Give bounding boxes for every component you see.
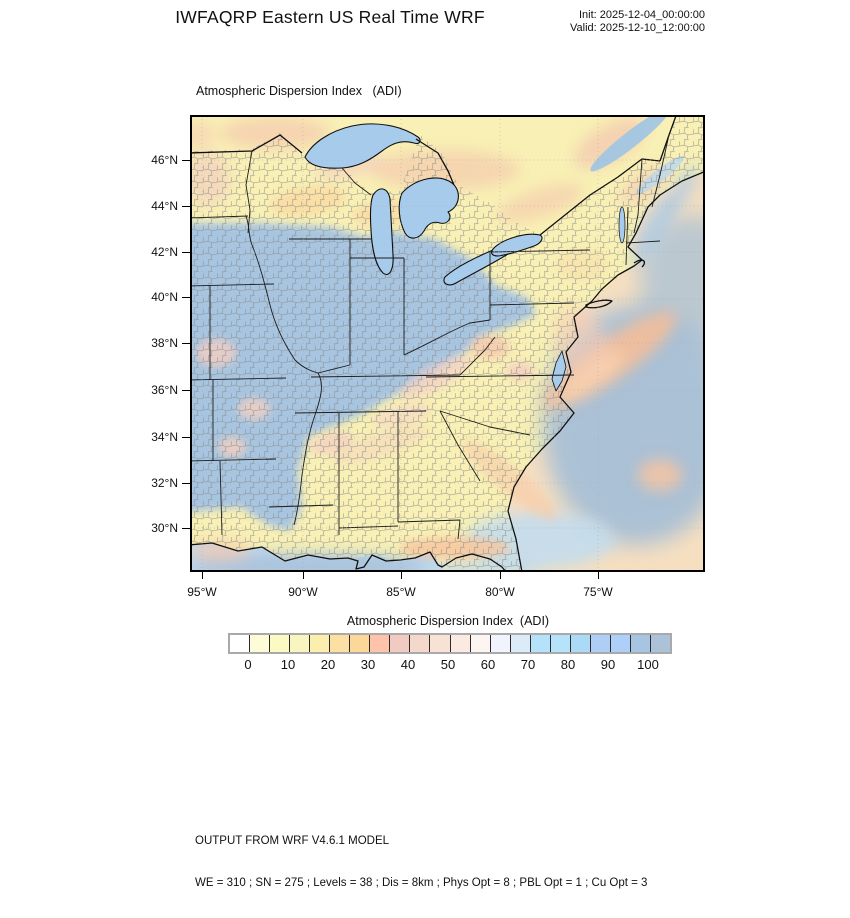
colorbar-cell (410, 635, 430, 652)
colorbar-value: 80 (560, 657, 576, 672)
colorbar-cell (631, 635, 651, 652)
colorbar-cell (511, 635, 531, 652)
lat-tick-label: 36°N (151, 383, 178, 397)
colorbar-cell (370, 635, 390, 652)
colorbar-value: 60 (480, 657, 496, 672)
colorbar-value: 50 (440, 657, 456, 672)
init-time: Init: 2025-12-04_00:00:00 (579, 9, 705, 21)
map-panel (190, 115, 705, 572)
colorbar-value: 30 (360, 657, 376, 672)
colorbar-cell (571, 635, 591, 652)
lat-tick-label: 32°N (151, 476, 178, 490)
colorbar-cell (230, 635, 250, 652)
colorbar-value: 10 (280, 657, 296, 672)
lon-tick-label: 95°W (187, 585, 217, 599)
colorbar-value: 100 (637, 657, 659, 672)
colorbar-cell (350, 635, 370, 652)
lat-tick-mark (182, 528, 190, 529)
lon-tick-mark (598, 572, 599, 579)
lon-tick-label: 90°W (288, 585, 318, 599)
model-version: OUTPUT FROM WRF V4.6.1 MODEL (195, 835, 390, 847)
lat-tick-label: 46°N (151, 153, 178, 167)
run-info (505, 9, 705, 35)
model-config: WE = 310 ; SN = 275 ; Levels = 38 ; Dis = 8km ; Phys Opt = 8 ; PBL Opt = 1 ; Cu Opt = 3 (195, 877, 648, 889)
lon-tick-mark (303, 572, 304, 579)
lon-tick-label: 75°W (583, 585, 613, 599)
lat-tick-label: 34°N (151, 430, 178, 444)
colorbar-value: 40 (400, 657, 416, 672)
lat-tick-mark (182, 206, 190, 207)
lon-tick-mark (202, 572, 203, 579)
colorbar-cell (471, 635, 491, 652)
colorbar-cell (250, 635, 270, 652)
lat-tick-mark (182, 390, 190, 391)
lat-tick-label: 44°N (151, 199, 178, 213)
colorbar-cell (611, 635, 631, 652)
colorbar-cell (551, 635, 571, 652)
colorbar-cell (531, 635, 551, 652)
lon-tick-mark (500, 572, 501, 579)
colorbar-cell (390, 635, 410, 652)
lon-tick-label: 85°W (386, 585, 416, 599)
colorbar (228, 633, 672, 654)
colorbar-cell (330, 635, 350, 652)
lat-tick-mark (182, 343, 190, 344)
colorbar-cell (651, 635, 670, 652)
colorbar-cell (451, 635, 471, 652)
valid-time: Valid: 2025-12-10_12:00:00 (570, 22, 705, 34)
colorbar-cell (310, 635, 330, 652)
map-subtitle: Atmospheric Dispersion Index (ADI) (196, 84, 402, 98)
lat-tick-label: 42°N (151, 245, 178, 259)
colorbar-cell (491, 635, 511, 652)
colorbar-cell (430, 635, 450, 652)
colorbar-value: 90 (600, 657, 616, 672)
lat-tick-label: 38°N (151, 336, 178, 350)
lat-tick-label: 30°N (151, 521, 178, 535)
colorbar-cell (290, 635, 310, 652)
lon-tick-label: 80°W (485, 585, 515, 599)
footer (195, 806, 647, 918)
map-graphic (190, 115, 705, 572)
colorbar-title: Atmospheric Dispersion Index (ADI) (346, 614, 550, 628)
colorbar-value: 70 (520, 657, 536, 672)
lat-tick-mark (182, 437, 190, 438)
lat-tick-mark (182, 297, 190, 298)
colorbar-cell (591, 635, 611, 652)
lat-tick-label: 40°N (151, 290, 178, 304)
lat-tick-mark (182, 160, 190, 161)
lat-tick-mark (182, 252, 190, 253)
lat-tick-mark (182, 483, 190, 484)
colorbar-cell (270, 635, 290, 652)
colorbar-value: 20 (320, 657, 336, 672)
colorbar-value: 0 (244, 657, 252, 672)
lon-tick-mark (401, 572, 402, 579)
page-title: IWFAQRP Eastern US Real Time WRF (175, 7, 485, 27)
